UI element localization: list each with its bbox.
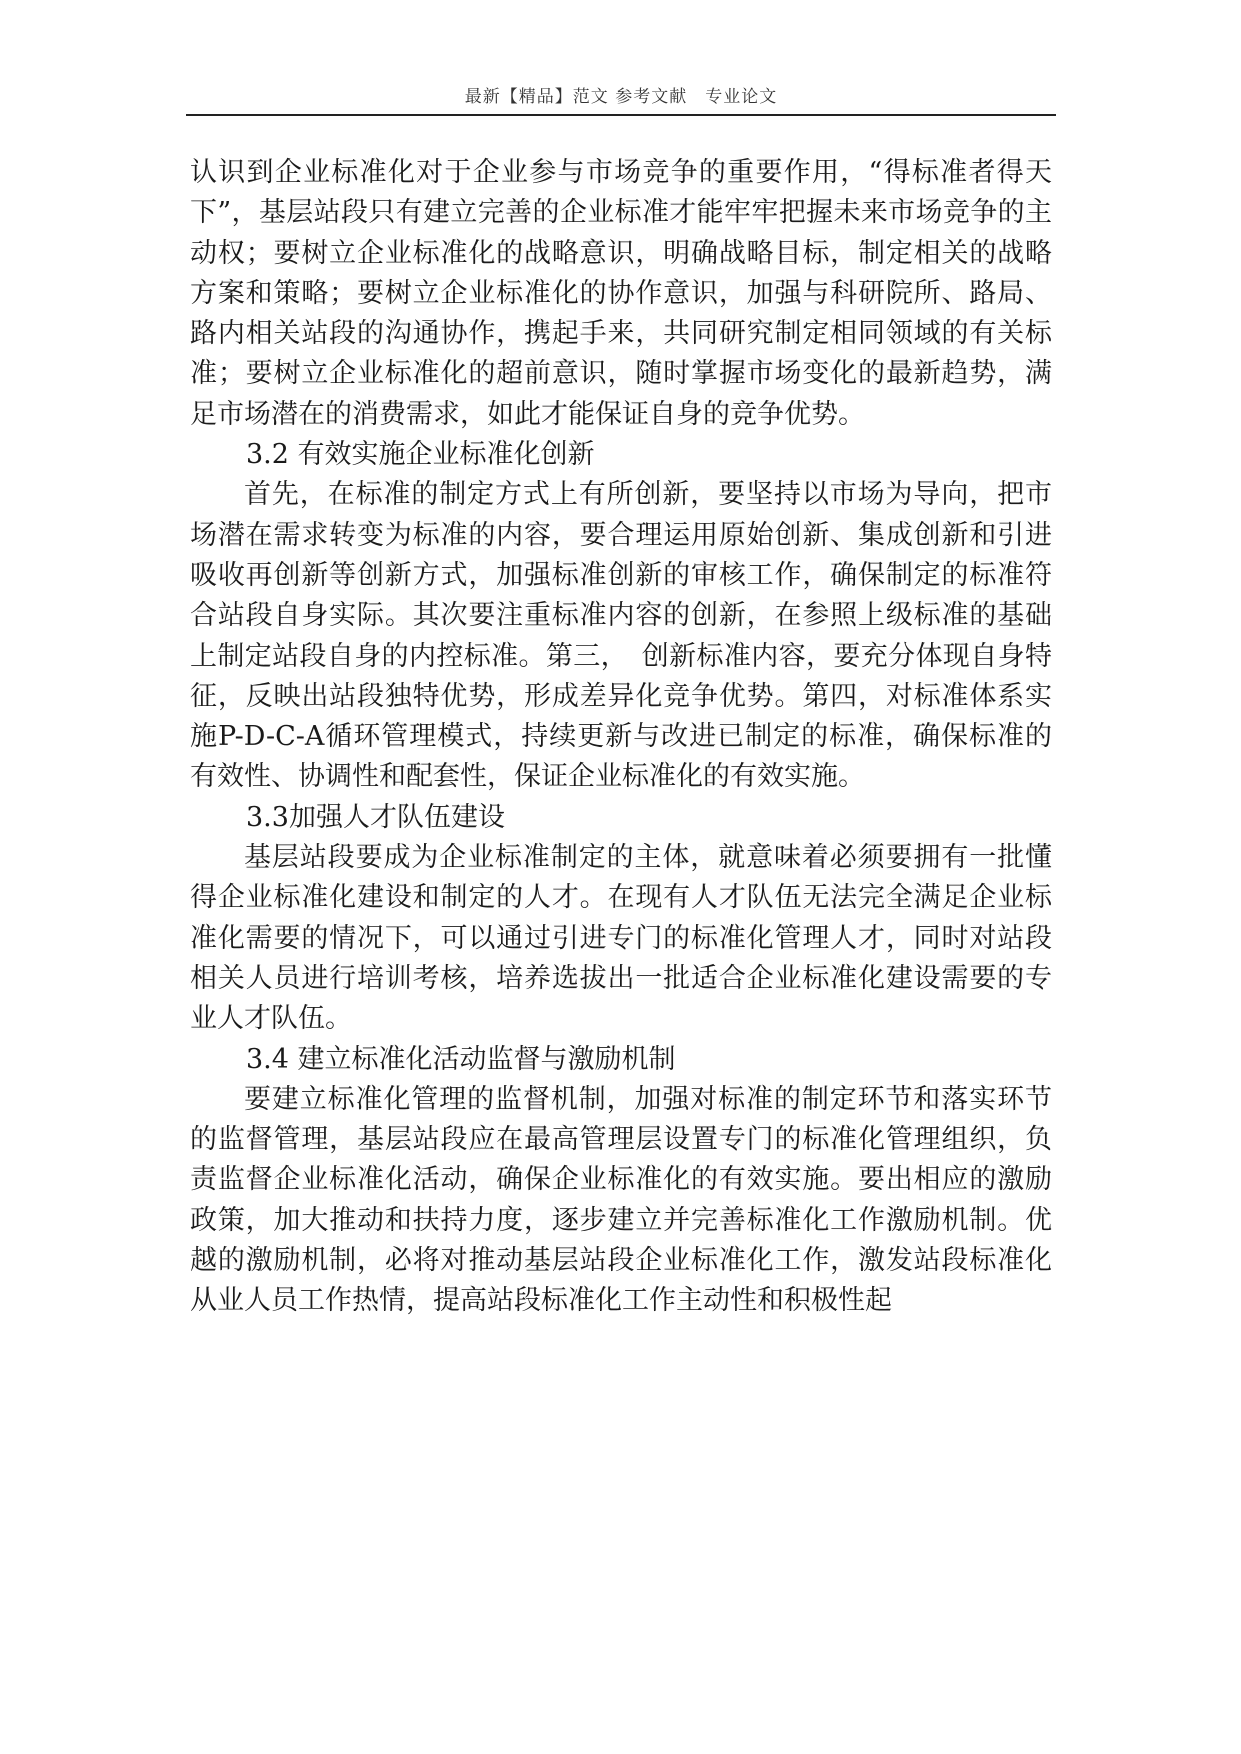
- body-paragraph: 要建立标准化管理的监督机制，加强对标准的制定环节和落实环节的监督管理，基层站段应在最高管理层设置专门的标准化管理组织，负责监督企业标准化活动，确保企业标准化的有效实施。要出相应的激励政策，加大推动和扶持力度，逐步建立并完善标准化工作激励机制。优越的激励机制，必将对推动基层站段企业标准化工作，激发站段标准化从业人员工作热情，提高站段标准化工作主动性和积极性起: [190, 1083, 1052, 1317]
- running-header: 最新【精品】范文 参考文献 专业论文: [464, 87, 778, 107]
- header-divider: [186, 114, 1056, 116]
- section-heading: 3.3加强人才队伍建设: [246, 801, 505, 833]
- body-paragraph: 认识到企业标准化对于企业参与市场竞争的重要作用，“得标准者得天下”，基层站段只有建立完善的企业标准才能牢牢把握未来市场竞争的主动权；要树立企业标准化的战略意识，明确战略目标，制定相关的战略方案和策略；要树立企业标准化的协作意识，加强与科研院所、路局、路内相关站段的沟通协作，携起手来，共同研究制定相同领域的有关标准；要树立企业标准化的超前意识，随时掌握市场变化的最新趋势，满足市场潜在的消费需求，如此才能保证自身的竞争优势。: [190, 157, 1052, 430]
- section-heading: 3.2 有效实施企业标准化创新: [246, 439, 595, 471]
- section-heading: 3.4 建立标准化活动监督与激励机制: [246, 1043, 676, 1075]
- body-paragraph: 首先，在标准的制定方式上有所创新，要坚持以市场为导向，把市场潜在需求转变为标准的内容，要合理运用原始创新、集成创新和引进吸收再创新等创新方式，加强标准创新的审核工作，确保制定的标准符合站段自身实际。其次要注重标准内容的创新，在参照上级标准的基础上制定站段自身的内控标准。第三， 创新标准内容，要充分体现自身特征，反映出站段独特优势，形成差异化竞争优势。第四，对标准体系实施P-D-C-A循环管理模式，持续更新与改进已制定的标准，确保标准的有效性、协调性和配套性，保证企业标准化的有效实施。: [190, 479, 1052, 793]
- body-paragraph: 基层站段要成为企业标准制定的主体，就意味着必须要拥有一批懂得企业标准化建设和制定的人才。在现有人才队伍无法完全满足企业标准化需要的情况下，可以通过引进专门的标准化管理人才，同时对站段相关人员进行培训考核，培养选拔出一批适合企业标准化建设需要的专业人才队伍。: [190, 842, 1052, 1035]
- document-body: [190, 153, 1052, 1322]
